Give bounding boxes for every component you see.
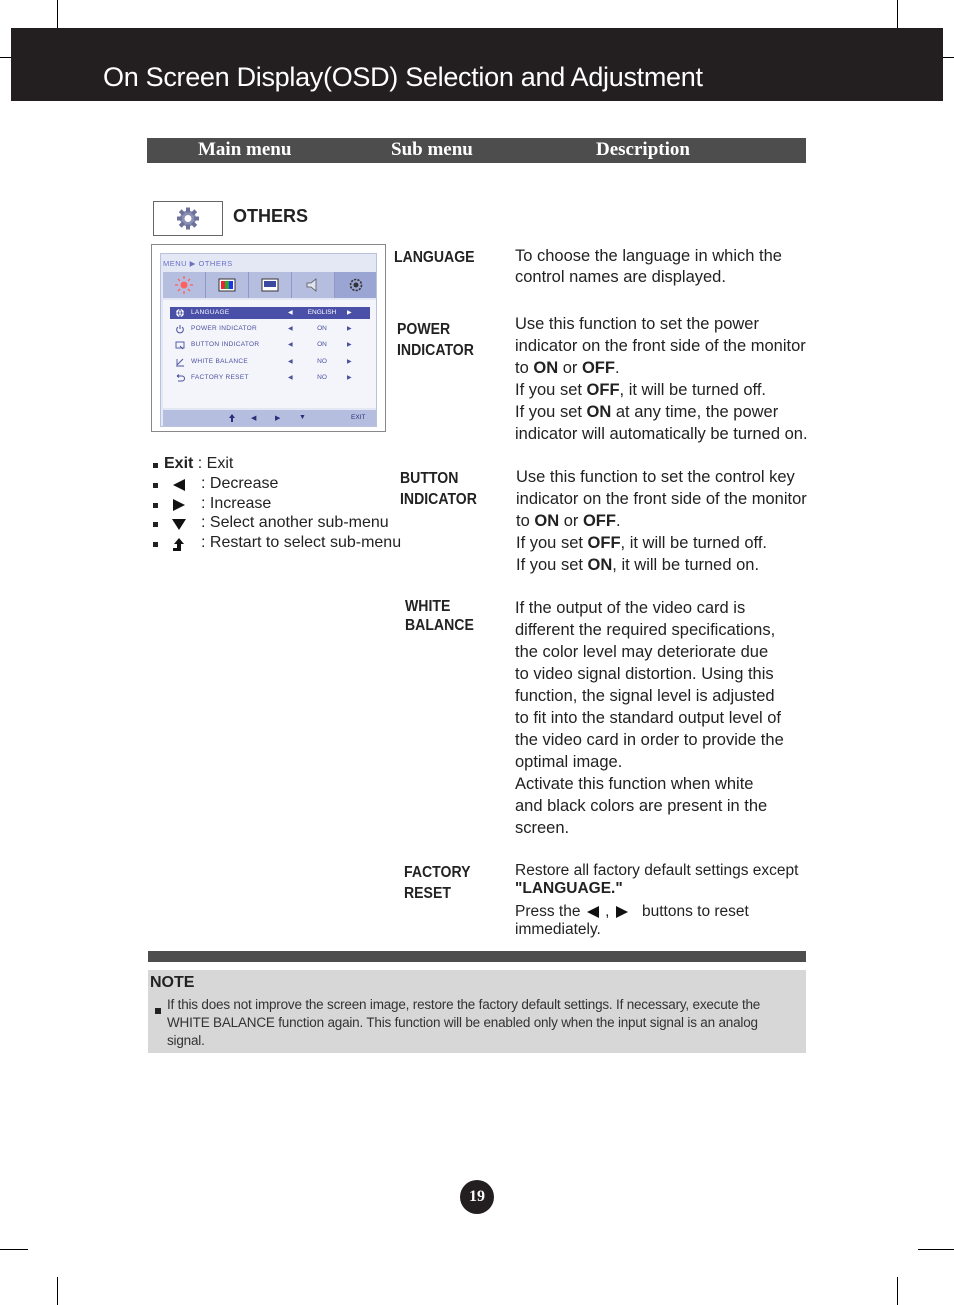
osd-row-value: NO [317,374,327,381]
description-line: function, the signal level is adjusted [515,687,775,705]
osd-down-arrow-icon: ▼ [299,414,306,421]
osd-tab-others [335,272,376,298]
description-line: to ON or OFF. [515,359,620,377]
submenu-label: POWER [397,321,451,338]
crop-mark [897,1277,898,1305]
osd-row-label: WHITE BALANCE [191,358,248,365]
submenu-button-indicator [400,468,477,510]
column-header-bar [147,138,806,163]
legend-restart-text: : Restart to select sub-menu [201,534,402,551]
description-line: to video signal distortion. Using this [515,665,774,683]
osd-left-arrow-icon: ◀ [288,342,293,348]
description-line: different the required specifications, [515,621,776,639]
description-line: If you set ON, it will be turned on. [516,556,760,574]
osd-right-arrow-icon: ▶ [347,326,352,332]
osd-tab-display [249,272,292,298]
osd-row-button-indicator [170,339,370,351]
osd-row-value: ON [317,325,327,332]
description-line: and black colors are present in the [515,797,768,815]
left-arrow-icon [171,478,187,492]
osd-left-arrow-icon: ◀ [288,310,293,316]
display-icon [260,276,280,294]
submenu-label: INDICATOR [400,491,477,508]
osd-right-arrow-icon: ▶ [347,342,352,348]
submenu-factory-reset [404,862,470,904]
osd-row-language [170,307,370,319]
osd-tab-bar [163,272,376,298]
submenu-white-balance [405,597,474,635]
globe-icon [175,308,185,318]
description-factory-reset [515,862,815,939]
osd-row-white-balance [170,356,370,368]
osd-row-power-indicator [170,323,370,335]
osd-row-label: POWER INDICATOR [191,325,258,332]
bullet [153,483,158,488]
description-line: screen. [515,819,570,837]
description-line: If you set OFF, it will be turned off. [515,381,766,399]
osd-right-arrow-icon: ▶ [347,359,352,365]
section-title: OTHERS [233,206,309,226]
brightness-icon [174,276,194,294]
description-power-indicator [515,313,815,445]
submenu-label: BALANCE [405,617,474,634]
bullet [153,522,158,527]
reset-icon [175,373,185,383]
description-line: indicator on the front side of the monitor [516,490,807,508]
description-line: If the output of the video card is [515,599,746,617]
osd-row-label: LANGUAGE [191,309,230,316]
page-number: 19 [460,1180,494,1214]
osd-exit-label: EXIT [351,414,366,421]
legend-increase-text: : Increase [201,495,272,512]
bullet [153,542,158,547]
description-line: the color level may deteriorate due [515,643,769,661]
osd-right-arrow-icon: ▶ [347,375,352,381]
color-icon [217,276,237,294]
osd-right-arrow-icon: ▶ [347,310,352,316]
osd-row-value: ON [317,341,327,348]
note-title: NOTE [150,974,195,991]
submenu-label: FACTORY [404,864,471,881]
submenu-language [394,247,475,268]
submenu-label: RESET [404,885,451,902]
bullet [155,1008,161,1014]
description-line: Press the , buttons to reset [515,903,749,920]
column-main-menu: Main menu [198,139,292,160]
column-description: Description [596,139,690,160]
description-line: to ON or OFF. [516,512,621,530]
note-text: If this does not improve the screen image, restore the factory default settings. If necessary, execute the WHITE BALANCE function again. This function will be enabled only when the input signal is an analog signal. [167,997,761,1048]
volume-icon [303,276,323,294]
page-title: On Screen Display(OSD) Selection and Adjustment [103,62,703,92]
description-line: immediately. [515,921,601,938]
osd-panel [160,253,377,427]
left-arrow-icon [585,905,601,919]
osd-row-factory-reset [170,372,370,384]
description-white-balance [515,597,815,839]
osd-tab-color [206,272,249,298]
description-button-indicator [516,466,816,576]
legend-select-text: : Select another sub-menu [201,514,389,531]
osd-footer [163,410,376,426]
osd-tab-volume [292,272,335,298]
osd-row-value: ENGLISH [307,309,337,316]
down-arrow-icon [171,517,187,531]
description-line: Restore all factory default settings except [515,862,799,879]
description-line: indicator will automatically be turned on. [515,425,808,443]
button-icon [175,340,185,350]
bullet [153,463,158,468]
crop-mark [57,0,58,28]
submenu-label: WHITE [405,598,451,615]
return-icon [227,413,237,423]
crop-mark [0,57,11,58]
description-language: To choose the language in which the control names are displayed. [515,247,782,286]
submenu-label: LANGUAGE [394,249,475,266]
column-sub-menu: Sub menu [391,139,473,160]
osd-row-label: BUTTON INDICATOR [191,341,260,348]
description-line: If you set ON at any time, the power [515,403,779,421]
osd-menu-illustration [151,244,386,432]
description-line: to fit into the standard output level of [515,709,782,727]
bullet [153,503,158,508]
crop-mark [943,57,954,58]
divider-bar [148,951,806,962]
description-line: Use this function to set the control key [516,468,795,486]
submenu-label: INDICATOR [397,342,474,359]
crop-mark [0,1249,28,1250]
right-arrow-icon [614,905,630,919]
osd-item-list [163,300,376,408]
osd-left-arrow-icon: ◀ [251,415,257,422]
submenu-label: BUTTON [400,470,459,487]
legend-exit-key: Exit [164,455,194,472]
white-balance-icon [175,357,185,367]
crop-mark [918,1249,954,1250]
right-arrow-icon [171,498,187,512]
power-icon [175,324,185,334]
description-line: optimal image. [515,753,623,771]
legend-exit-text: : Exit [193,455,234,472]
description-line: indicator on the front side of the monitor [515,337,806,355]
description-line: Activate this function when white [515,775,754,793]
description-line: the video card in order to provide the [515,731,784,749]
crop-mark [57,1277,58,1305]
legend-decrease-text: : Decrease [201,475,279,492]
osd-tab-brightness [163,272,206,298]
submenu-power-indicator [397,319,474,361]
gear-icon [346,276,366,294]
osd-right-arrow-icon: ▶ [275,415,281,422]
osd-left-arrow-icon: ◀ [288,359,293,365]
description-line: If you set OFF, it will be turned off. [516,534,767,552]
osd-breadcrumb: MENU ▶ OTHERS [163,259,233,268]
description-line: Use this function to set the power [515,315,759,333]
crop-mark [897,0,898,28]
osd-row-value: NO [317,358,327,365]
osd-row-label: FACTORY RESET [191,374,249,381]
note-box [148,970,806,1053]
osd-left-arrow-icon: ◀ [288,326,293,332]
osd-left-arrow-icon: ◀ [288,375,293,381]
description-line: "LANGUAGE." [515,880,623,897]
gear-icon [154,202,222,235]
return-icon [171,537,187,553]
others-icon-box [153,201,223,236]
